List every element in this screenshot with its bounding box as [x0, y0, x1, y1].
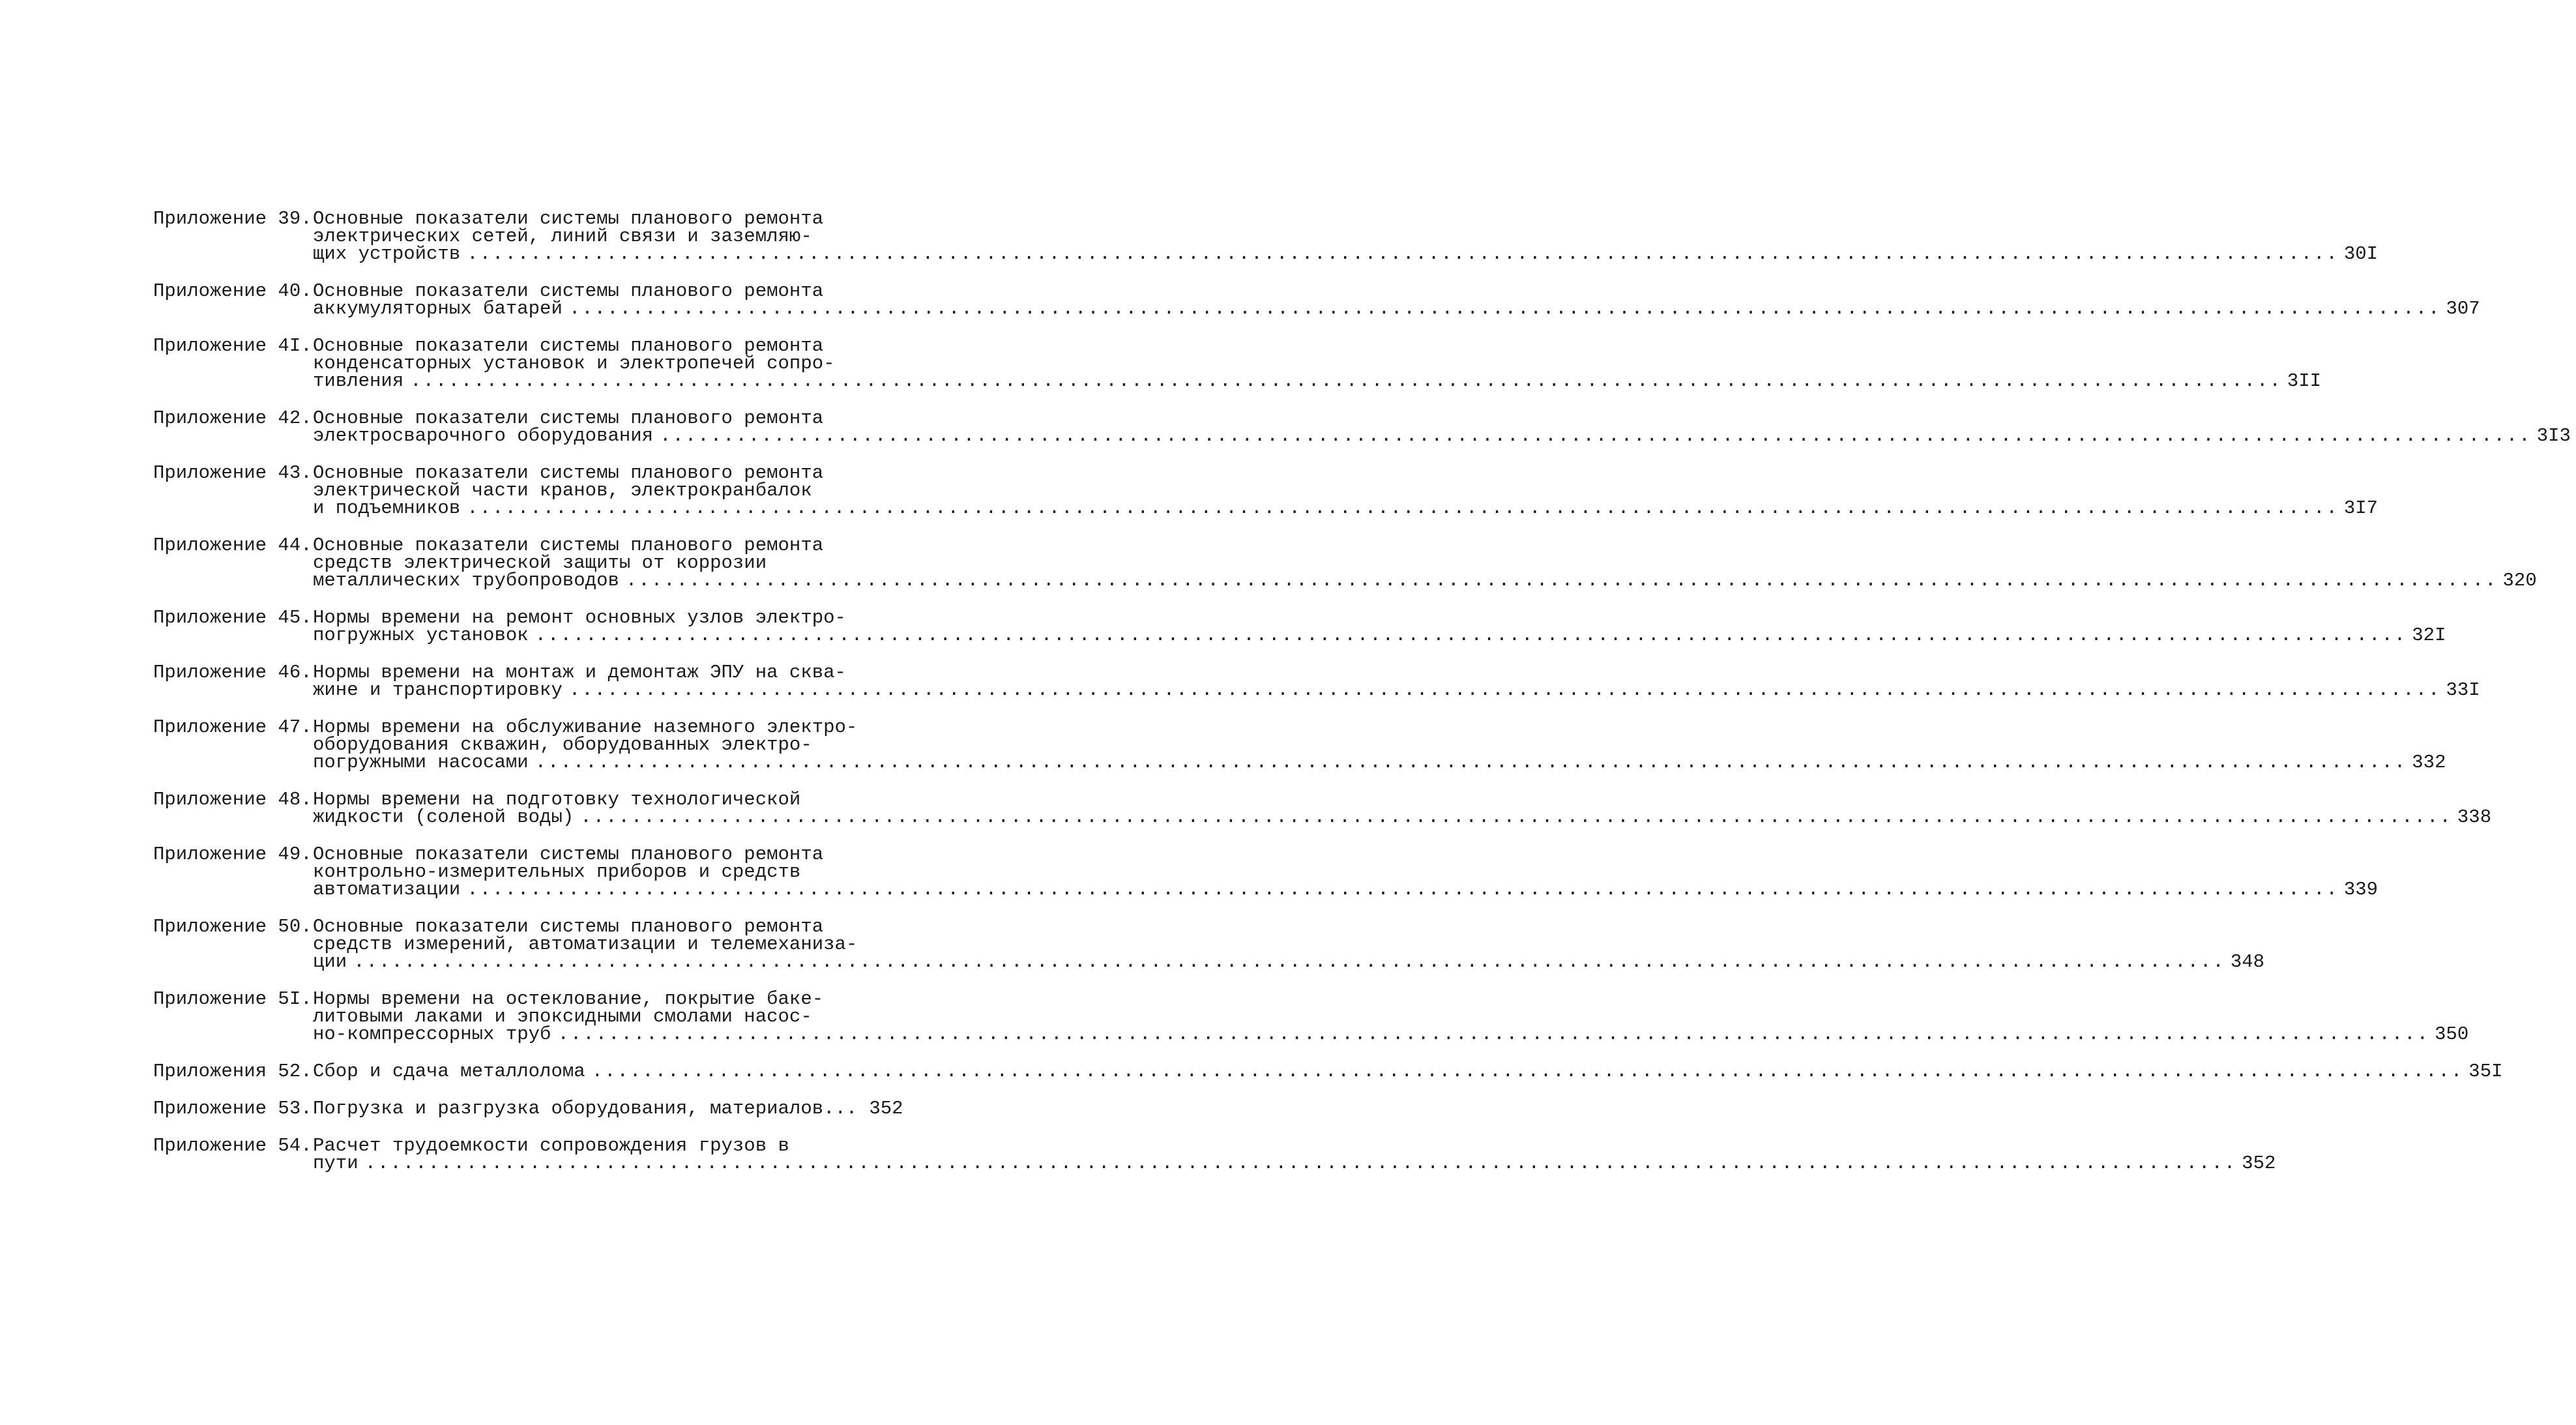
toc-entry	[153, 1061, 2503, 1082]
toc-entry	[153, 335, 2322, 392]
dot-leader	[592, 1063, 2464, 1080]
toc-entry	[153, 280, 2480, 319]
toc-entry-title-text: средств электрической защиты от коррозии	[313, 552, 767, 574]
toc-entry-title-text: погружными насосами	[313, 752, 529, 773]
toc-entry-line	[313, 482, 890, 499]
toc-entry-title-text: аккумуляторных батарей	[313, 298, 563, 319]
toc-entry-label: Приложение 44.	[153, 535, 312, 556]
toc-entry-title-text: Основные показатели системы планового ремонта	[313, 208, 824, 229]
page-number: 32I	[2412, 624, 2446, 646]
toc-entry	[153, 462, 2378, 519]
toc-entry-line	[313, 845, 890, 863]
toc-entry-last-line	[313, 806, 2492, 828]
toc-entry-line	[313, 736, 890, 754]
toc-entry-label: Приложение 39.	[153, 208, 312, 229]
toc-entry-last-line	[313, 1098, 903, 1119]
toc-entry-label: Приложение 4I.	[153, 335, 312, 357]
dot-leader	[660, 427, 2532, 445]
toc-entry-title-text: электрических сетей, линий связи и заземляю-	[313, 226, 812, 247]
dot-leader	[410, 372, 2282, 390]
toc-entry-label: Приложения 52.	[153, 1061, 312, 1082]
page-number: 35I	[2468, 1061, 2503, 1082]
toc-entry-title-text: но-компрессорных труб	[313, 1023, 551, 1045]
toc-entry-title-text: Основные показатели системы планового ремонта	[313, 462, 824, 484]
toc-entry-title-text: ции	[313, 951, 347, 973]
toc-entry-label: Приложение 54.	[153, 1135, 312, 1156]
toc-entry	[153, 607, 2446, 646]
toc-entry-last-line	[313, 1153, 2276, 1174]
toc-entry-last-line	[313, 425, 2571, 447]
toc-entry-last-line	[313, 570, 2537, 591]
dot-leader	[467, 245, 2339, 263]
toc-entry-line	[313, 718, 890, 736]
toc-entry-line	[313, 863, 890, 881]
toc-entry-label: Приложение 48.	[153, 789, 312, 810]
page-number: 338	[2457, 806, 2492, 828]
toc-entry-body	[313, 716, 2446, 773]
page-number: 350	[2435, 1023, 2469, 1045]
page-number: 33I	[2446, 679, 2480, 701]
page-number: 3I7	[2343, 497, 2378, 519]
toc-entry-line	[313, 609, 890, 626]
toc-entry-title-text: электросварочного оборудования	[313, 425, 654, 447]
toc-entry-label: Приложение 53.	[153, 1098, 312, 1119]
page-number: 339	[2343, 879, 2378, 900]
toc-entry-body	[313, 280, 2480, 319]
toc-entry-title-text: жидкости (соленой воды)	[313, 806, 574, 828]
toc-entry-last-line	[313, 879, 2378, 900]
toc-entry-label: Приложение 45.	[153, 607, 312, 628]
toc-entry-line	[313, 554, 890, 572]
toc-entry	[153, 407, 2571, 447]
toc-entry	[153, 1098, 903, 1119]
page-number: 320	[2502, 570, 2537, 591]
toc-entry-label: Приложение 46.	[153, 662, 312, 683]
toc-entry-last-line	[313, 243, 2378, 265]
toc-entry-title-text: Нормы времени на монтаж и демонтаж ЭПУ на сква-	[313, 662, 846, 683]
toc-entry-last-line	[313, 752, 2446, 773]
dot-leader	[569, 681, 2441, 699]
toc-entry-title-text: Основные показатели системы планового ремонта	[313, 335, 824, 357]
toc-entry-title-text: Сбор и сдача металлолома	[313, 1061, 585, 1082]
toc-entry-title-text: металлических трубопроводов	[313, 570, 619, 591]
toc-entry-body	[313, 208, 2378, 265]
dot-leader	[535, 626, 2407, 644]
toc-entry-line	[313, 918, 890, 935]
toc-entry-title-text: Основные показатели системы планового ремонта	[313, 844, 824, 865]
toc-entry-body	[313, 988, 2469, 1045]
toc-entry-line	[313, 935, 890, 953]
toc-entry-last-line	[313, 951, 2265, 973]
dot-leader	[535, 754, 2407, 771]
toc-entry-title-text: жине и транспортировку	[313, 679, 563, 701]
toc-entry-title-text: Нормы времени на ремонт основных узлов электро-	[313, 607, 846, 628]
toc-entry-title-text: Нормы времени на подготовку технологической	[313, 789, 801, 810]
page-number: 352	[869, 1098, 903, 1119]
dot-leader	[569, 300, 2441, 317]
toc-entry-body	[313, 607, 2446, 646]
toc-entry	[153, 1135, 2276, 1174]
toc-entry-last-line	[313, 298, 2480, 319]
toc-entry-label: Приложение 47.	[153, 716, 312, 738]
toc-entry-title-text: Основные показатели системы планового ремонта	[313, 280, 824, 302]
toc-entry-line	[313, 228, 890, 245]
page-number: 348	[2230, 951, 2265, 973]
dot-leader	[626, 572, 2498, 589]
page-number: 3I3	[2536, 425, 2571, 447]
toc-entry-body	[313, 462, 2378, 519]
toc-entry-title-text: Расчет трудоемкости сопровождения грузов в	[313, 1135, 789, 1156]
toc-entry-body	[313, 916, 2265, 973]
toc-entry-title-text: Основные показатели системы планового ремонта	[313, 916, 824, 937]
toc-entry-line	[313, 791, 890, 808]
toc-entry-title-text: Основные показатели системы планового ремонта	[313, 535, 824, 556]
toc-entry-title-text: тивления	[313, 370, 404, 392]
toc-entry-label: Приложение 5I.	[153, 988, 312, 1010]
page-number: 307	[2446, 298, 2480, 319]
toc-entry-title-text: конденсаторных установок и электропечей сопро-	[313, 353, 835, 374]
toc-entry-label: Приложение 50.	[153, 916, 312, 937]
toc-entry-body	[313, 1135, 2276, 1174]
toc-entry-body	[313, 335, 2322, 392]
toc-entry	[153, 208, 2378, 265]
dot-leader	[467, 499, 2339, 517]
toc-entry-title-text: автоматизации	[313, 879, 461, 900]
toc-entry-title-text: средств измерений, автоматизации и телемеханиза-	[313, 933, 858, 955]
toc-entry-title-text: Нормы времени на обслуживание наземного электро-	[313, 716, 858, 738]
dot-leader	[467, 881, 2339, 898]
toc-entry-title-text: пути	[313, 1153, 359, 1174]
toc-entry-body	[313, 844, 2378, 900]
dot-leader	[353, 953, 2225, 971]
toc-entry-line	[313, 282, 890, 300]
toc-entry-label: Приложение 49.	[153, 844, 312, 865]
toc-entry-line	[313, 664, 890, 681]
toc-entry-title-text: электрической части кранов, электрокранбалок	[313, 480, 812, 501]
toc-entry-body	[313, 1061, 2503, 1082]
toc-entry	[153, 916, 2265, 973]
toc-entry-label: Приложение 43.	[153, 462, 312, 484]
toc-entry-last-line	[313, 497, 2378, 519]
toc-entry-line	[313, 464, 890, 482]
toc-entry-title-text: контрольно-измерительных приборов и средств	[313, 861, 801, 883]
toc-entry-title-text: и подъемников	[313, 497, 461, 519]
toc-entry-line	[313, 409, 890, 427]
toc-entry-last-line	[313, 1023, 2469, 1045]
table-of-contents	[153, 208, 2571, 1192]
toc-entry-last-line	[313, 1061, 2503, 1082]
toc-entry-title-text: оборудования скважин, оборудованных электро-	[313, 734, 812, 756]
dot-leader	[580, 808, 2452, 826]
toc-entry	[153, 535, 2537, 591]
page-number: 352	[2242, 1153, 2276, 1174]
toc-entry-title-text: щих устройств	[313, 243, 461, 265]
page-number: 30I	[2343, 243, 2378, 265]
toc-entry-line	[313, 355, 890, 372]
toc-entry-body	[313, 535, 2537, 591]
page-number: 332	[2412, 752, 2446, 773]
toc-entry-line	[313, 1008, 890, 1025]
page-number: 3II	[2287, 370, 2322, 392]
toc-entry-label: Приложение 42.	[153, 407, 312, 429]
toc-entry-title-text: Погрузка и разгрузка оборудования, материалов...	[313, 1098, 858, 1119]
toc-entry	[153, 716, 2446, 773]
toc-entry	[153, 789, 2492, 828]
toc-entry-body	[313, 1098, 903, 1119]
toc-entry	[153, 662, 2480, 701]
dot-leader	[365, 1154, 2237, 1172]
toc-entry-body	[313, 407, 2571, 447]
toc-entry-label: Приложение 40.	[153, 280, 312, 302]
toc-entry-last-line	[313, 679, 2480, 701]
toc-entry-body	[313, 662, 2480, 701]
toc-entry-title-text: погружных установок	[313, 624, 529, 646]
toc-entry-title-text: Нормы времени на остеклование, покрытие баке-	[313, 988, 824, 1010]
toc-entry-title-text: Основные показатели системы планового ремонта	[313, 407, 824, 429]
toc-entry-body	[313, 789, 2492, 828]
toc-entry-line	[313, 210, 890, 228]
toc-entry-line	[313, 337, 890, 355]
dot-leader	[557, 1025, 2429, 1043]
toc-entry-title-text: литовыми лаками и эпоксидными смолами насос-	[313, 1006, 812, 1027]
toc-entry-last-line	[313, 624, 2446, 646]
toc-entry-line	[313, 1137, 890, 1154]
toc-entry-line	[313, 990, 890, 1008]
toc-entry-last-line	[313, 370, 2322, 392]
toc-entry-line	[313, 536, 890, 554]
toc-entry	[153, 988, 2469, 1045]
toc-entry	[153, 844, 2378, 900]
